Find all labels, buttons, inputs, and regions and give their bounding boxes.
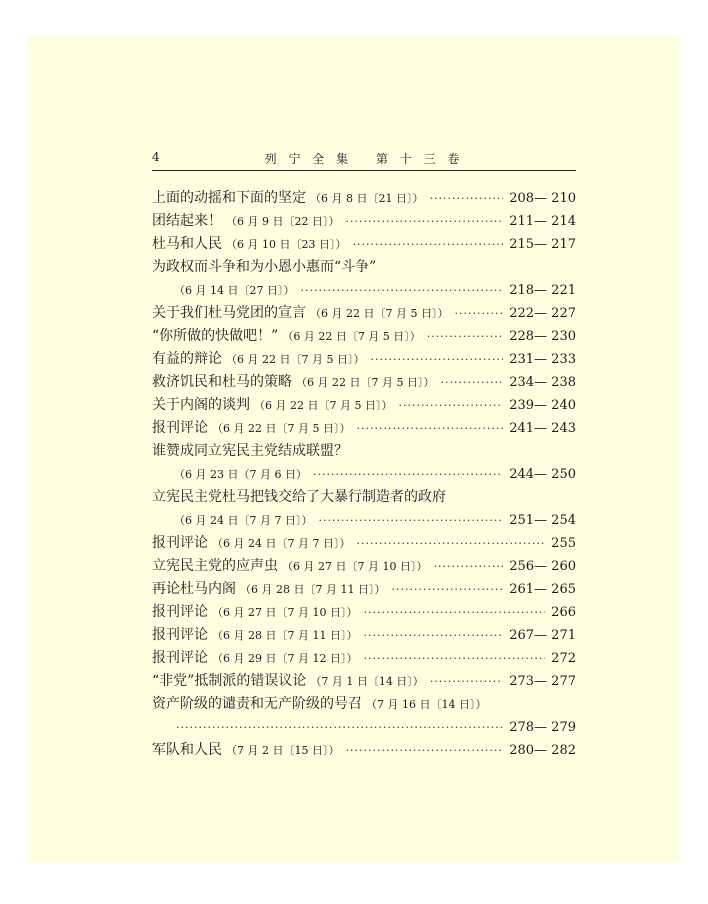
toc-entry (152, 578, 576, 601)
toc-entry (152, 233, 576, 256)
leader-dots (313, 463, 503, 486)
toc-entry (152, 739, 576, 762)
toc-entry (152, 325, 576, 348)
toc-entry (152, 302, 576, 325)
toc-entry-date: （6 月 22 日〔7 月 5 日〕） (254, 399, 393, 412)
toc-entry (152, 187, 576, 210)
toc-entry-date: （6 月 28 日〔7 月 11 日〕） (212, 629, 358, 642)
toc-entry-date: （6 月 28 日〔7 月 11 日〕） (240, 583, 386, 596)
toc-entry-title: 军队和人民 (152, 742, 222, 758)
leader-dots (391, 578, 503, 601)
toc-entry-title: 团结起来！ (152, 213, 222, 229)
toc-entry-pages: 273— 277 (509, 674, 576, 689)
toc-entry-pages: 261— 265 (509, 582, 576, 597)
toc-entry-date: （6 月 27 日〔7 月 10 日〕） (282, 560, 428, 573)
toc-entry-title: 报刊评论 (152, 650, 208, 666)
toc-entry (152, 555, 576, 578)
leader-dots (454, 302, 503, 325)
leader-dots (398, 394, 503, 417)
toc-entry-date: （7 月 2 日〔15 日〕） (226, 744, 340, 757)
toc-entry-date: （6 月 8 日〔21 日〕） (310, 192, 424, 205)
toc-entry-pages: 218— 221 (509, 283, 576, 298)
toc-entry-pages: 266 (551, 605, 576, 620)
leader-dots (363, 601, 545, 624)
toc-entry (152, 256, 576, 279)
leader-dots (356, 532, 545, 555)
toc-entry-title: 报刊评论 (152, 627, 208, 643)
toc-entry-date: （6 月 14 日〔27 日〕） (174, 284, 295, 297)
toc-entry-title: 杜马和人民 (152, 236, 222, 252)
toc-entry-title: 报刊评论 (152, 535, 208, 551)
toc-entry-title: 立宪民主党杜马把钱交给了大暴行制造者的政府 (152, 489, 446, 505)
toc-entry-pages: 241— 243 (509, 421, 576, 436)
toc-entry-pages: 256— 260 (509, 559, 576, 574)
leader-dots (176, 716, 503, 739)
toc-entry-title: 报刊评论 (152, 420, 208, 436)
leader-dots (363, 647, 545, 670)
toc-entry-pages: 267— 271 (509, 628, 576, 643)
toc-entry-pages: 211— 214 (509, 214, 576, 229)
toc-entry-title: 关于内阁的谈判 (152, 397, 250, 413)
toc-entry-title: 立宪民主党的应声虫 (152, 558, 278, 574)
toc-entry-title: 报刊评论 (152, 604, 208, 620)
leader-dots (300, 279, 503, 302)
toc-entry-pages: 280— 282 (509, 743, 576, 758)
leader-dots (433, 555, 503, 578)
toc-entry (152, 371, 576, 394)
toc-entry-title: 资产阶级的谴责和无产阶级的号召 (152, 696, 362, 712)
toc-entry-continuation (152, 463, 576, 486)
leader-dots (345, 739, 503, 762)
toc-entry-date: （6 月 27 日〔7 月 10 日〕） (212, 606, 358, 619)
toc-entry-date: （6 月 22 日〔7 月 5 日〕） (212, 422, 351, 435)
toc-entry-pages: 244— 250 (509, 467, 576, 482)
page-header (152, 150, 576, 171)
leader-dots (356, 417, 503, 440)
toc-entry-date: （6 月 22 日〔7 月 5 日〕） (296, 376, 435, 389)
toc-entry (152, 670, 576, 693)
toc-entry-title: 上面的动摇和下面的坚定 (152, 190, 306, 206)
toc-entry-pages: 239— 240 (509, 398, 576, 413)
toc-entry-title: “你所做的快做吧！” (152, 328, 279, 344)
page-number: 4 (152, 150, 160, 164)
toc-entry (152, 486, 576, 509)
toc-entry-pages: 251— 254 (509, 513, 576, 528)
toc-entry-title: 再论杜马内阁 (152, 581, 236, 597)
leader-dots (430, 670, 503, 693)
toc-entry-date: （7 月 1 日〔14 日〕） (310, 675, 424, 688)
toc-entry-continuation (152, 279, 576, 302)
toc-entry-date: （6 月 24 日〔7 月 7 日〕） (212, 537, 351, 550)
leader-dots (318, 509, 503, 532)
toc-entry (152, 440, 576, 463)
table-of-contents (152, 187, 576, 762)
toc-entry-title: 为政权而斗争和为小恩小惠而“斗争” (152, 259, 377, 275)
toc-entry-pages: 222— 227 (509, 306, 576, 321)
leader-dots (429, 187, 503, 210)
toc-entry (152, 693, 576, 716)
toc-entry (152, 348, 576, 371)
toc-entry (152, 417, 576, 440)
running-title: 列 宁 全 集 第 十 三 卷 (264, 152, 464, 166)
toc-entry (152, 647, 576, 670)
toc-entry (152, 210, 576, 233)
toc-entry-pages: 208— 210 (509, 191, 576, 206)
toc-entry-pages: 234— 238 (509, 375, 576, 390)
toc-entry (152, 601, 576, 624)
toc-entry-date: （6 月 29 日〔7 月 12 日〕） (212, 652, 358, 665)
toc-entry-pages: 255 (551, 536, 576, 551)
leader-dots (440, 371, 503, 394)
leader-dots (363, 624, 503, 647)
toc-entry-date: （6 月 22 日〔7 月 5 日〕） (310, 307, 449, 320)
toc-entry (152, 624, 576, 647)
leader-dots (427, 325, 503, 348)
toc-entry-continuation (152, 509, 576, 532)
toc-entry-date: （7 月 16 日〔14 日〕） (366, 698, 487, 711)
toc-entry-date: （6 月 10 日〔23 日〕） (226, 238, 347, 251)
toc-entry-title: 救济饥民和杜马的策略 (152, 374, 292, 390)
leader-dots (352, 233, 503, 256)
toc-entry-title: 关于我们杜马党团的宣言 (152, 305, 306, 321)
toc-entry-title: 有益的辩论 (152, 351, 222, 367)
toc-entry-continuation (152, 716, 576, 739)
toc-entry-date: （6 月 22 日〔7 月 5 日〕） (226, 353, 365, 366)
leader-dots (345, 210, 503, 233)
toc-entry-pages: 278— 279 (509, 720, 576, 735)
toc-entry-pages: 231— 233 (509, 352, 576, 367)
toc-entry-date: （6 月 9 日〔22 日〕） (226, 215, 340, 228)
toc-entry-pages: 272 (551, 651, 576, 666)
toc-entry-pages: 228— 230 (509, 329, 576, 344)
toc-entry-title: 谁赞成同立宪民主党结成联盟？ (152, 443, 348, 459)
toc-entry (152, 532, 576, 555)
leader-dots (370, 348, 503, 371)
toc-entry-date: （6 月 24 日〔7 月 7 日〕） (174, 514, 313, 527)
toc-entry-date: （6 月 23 日（7 月 6 日） (174, 468, 307, 481)
toc-entry-date: （6 月 22 日〔7 月 5 日〕） (282, 330, 421, 343)
toc-entry-title: “非党”抵制派的错误议论 (152, 673, 307, 689)
toc-entry (152, 394, 576, 417)
toc-entry-pages: 215— 217 (509, 237, 576, 252)
